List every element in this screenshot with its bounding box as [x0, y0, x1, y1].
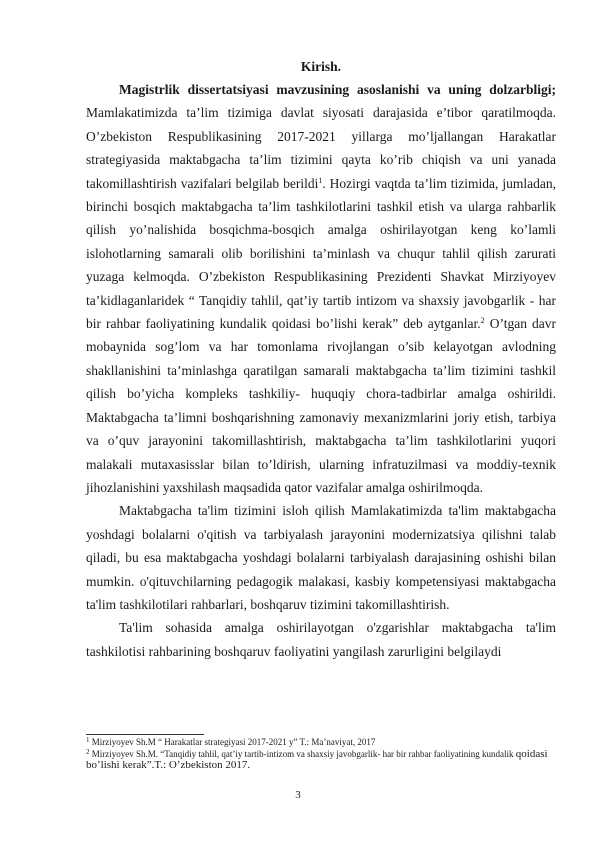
page-number: 3 [295, 789, 301, 801]
paragraph-text: O’tgan davr mobaynida sog’lom va har tomonlama rivojlangan o’sib kelayotgan avlodning shakllanishini ta’minlashga qaratilgan samarali maktabgacha ta’lim tizimini tashkil qilish bo’yicha kompleks tashkiliy- huquqiy chora-tadbirlar amalga oshirildi. Maktabgacha ta’limni boshqarishning zamonaviy mexanizmlarini joriy etish, tarbiya va o’quv jarayonini takomillashtirish, maktabgacha ta’lim tashkilotlarini yuqori malakali mutaxasisslar bilan to’ldirish, ularning infratuzilmasi va moddiy-texnik jihozlanishini yaxshilash maqsadida qator vazifalar amalga oshirilmoqda. [86, 316, 557, 495]
document-body [86, 78, 556, 663]
footnote-text: Mirziyoyev Sh.M. “Tanqidiy tahlil, qat’iy tartib-intizom va shaxsiy javobgarlik- har bir rahbar faoliyatining kundalik [89, 748, 516, 759]
footnote-ref-2[interactable]: 2 [480, 316, 485, 326]
footnotes [86, 737, 556, 772]
page-title: Kirish. [300, 59, 342, 74]
footnote-number: 2 [86, 747, 90, 756]
footnote-ref-1[interactable]: 1 [318, 175, 323, 185]
footnote-text-continued: qoidasi bo’lishi kerak”.T.: O’zbekiston 2017. [86, 747, 548, 771]
paragraph-text: . Hozirgi vaqtda ta’lim tizimida, jumladan, birinchi bosqich maktabgacha ta’lim tashkilotlarini tashkil etish va ularga rahbarlik qilish yo’nalishida bosqichma-bosqich amalga oshirilayotgan keng ko’lamli islohotlarning samarali olib borilishini ta’minlash va chuqur tahlil qilish zarurati yuzaga kelmoqda. O’zbekiston Respublikasining Prezidenti Shavkat Mirziyoyev ta’kidlaganlaridek “ Tanqidiy tahlil, qat’iy tartib intizom va shaxsiy javobgarlik - har bir rahbar faoliyatining kundalik qoidasi bo’lishi kerak” deb aytganlar. [86, 175, 556, 332]
paragraph-1 [86, 78, 556, 499]
paragraph-lead: Magistrlik dissertatsiyasi mavzusining asoslanishi va uning dolzarbligi; [119, 82, 556, 97]
footnote-1 [86, 737, 556, 749]
paragraph-text: Mamlakatimizda ta’lim tizimiga davlat siyosati darajasida e’tibor qaratilmoqda. O’zbekiston Respublikasining 2017-2021 yillarga mo’ljallangan Harakatlar strategiyasida maktabgacha ta’lim tizimini qayta ko’rib chiqish va uni yanada takomillashtirish vazifalari belgilab berildi [86, 105, 556, 191]
paragraph-2: Maktabgacha ta'lim tizimini isloh qilish Mamlakatimizda ta'lim maktabgacha yoshdagi bolalarni o'qitish va tarbiyalash jarayonini modernizatsiya qilishni talab qiladi, bu esa maktabgacha yoshdagi bolalarni tarbiyalash darajasining oshishi bilan mumkin. o'qituvchilarning pedagogik malakasi, kasbiy kompetensiyasi maktabgacha ta'lim tashkilotilari rahbarlari, boshqaruv tizimini takomillashtirish. [86, 503, 556, 612]
footnote-text: Mirziyoyev Sh.M “ Harakatlar strategiyasi 2017-2021 y” T.: Ma’naviyat, 2017 [89, 737, 376, 747]
footnote-separator [86, 734, 204, 735]
footnote-number: 1 [86, 736, 90, 744]
footnote-2 [86, 749, 556, 772]
paragraph-3: Ta'lim sohasida amalga oshirilayotgan o'zgarishlar maktabgacha ta'lim tashkilotisi rahbarining boshqaruv faoliyatini yangilash zarurligini belgilaydi [86, 620, 556, 659]
